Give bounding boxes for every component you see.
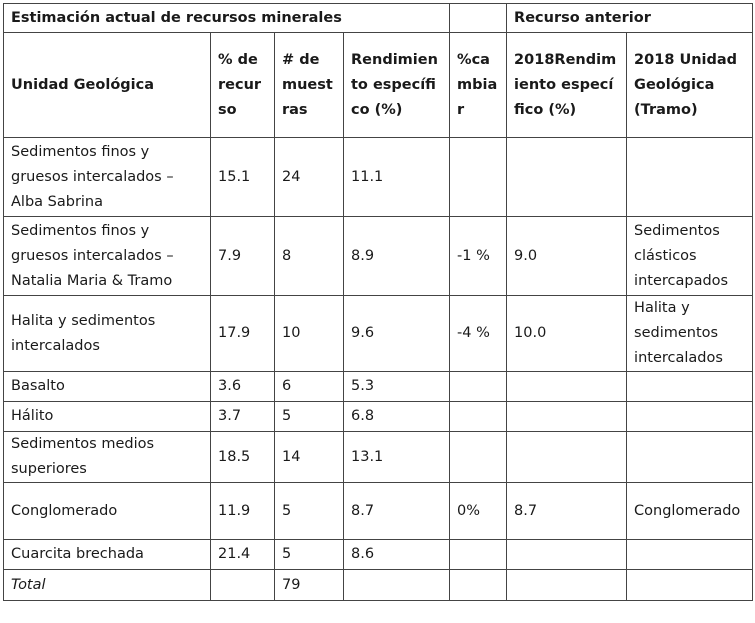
- cell-unit-2018: [627, 402, 753, 432]
- cell-unit: Sedimentos finos y gruesos intercalados – Alba Sabrina: [4, 138, 211, 217]
- table-row: [4, 217, 753, 296]
- cell-change: -4 %: [450, 296, 507, 372]
- cell-yield-2018: 9.0: [507, 217, 627, 296]
- cell-samples: 5: [275, 540, 344, 570]
- total-yield: [344, 570, 450, 601]
- cell-change: 0%: [450, 483, 507, 540]
- cell-yield-2018: [507, 372, 627, 402]
- cell-samples: 5: [275, 483, 344, 540]
- cell-yield-2018: 10.0: [507, 296, 627, 372]
- cell-unit: Basalto: [4, 372, 211, 402]
- cell-unit: Cuarcita brechada: [4, 540, 211, 570]
- cell-change: -1 %: [450, 217, 507, 296]
- cell-unit-2018: Halita y sedimentos intercalados: [627, 296, 753, 372]
- cell-samples: 14: [275, 432, 344, 483]
- cell-samples: 24: [275, 138, 344, 217]
- table-row: [4, 402, 753, 432]
- cell-pct: 21.4: [211, 540, 275, 570]
- cell-pct: 11.9: [211, 483, 275, 540]
- cell-yield: 6.8: [344, 402, 450, 432]
- total-samples: 79: [275, 570, 344, 601]
- col-yield-header: Rendimiento específico (%): [344, 33, 450, 138]
- header-row-group: [4, 4, 753, 33]
- total-unit-2018: [627, 570, 753, 601]
- cell-yield: 8.9: [344, 217, 450, 296]
- cell-samples: 8: [275, 217, 344, 296]
- cell-change: [450, 402, 507, 432]
- header-row-columns: [4, 33, 753, 138]
- cell-unit-2018: [627, 432, 753, 483]
- cell-pct: 3.6: [211, 372, 275, 402]
- table-row: [4, 296, 753, 372]
- cell-yield: 13.1: [344, 432, 450, 483]
- cell-pct: 15.1: [211, 138, 275, 217]
- table-row: [4, 138, 753, 217]
- previous-resource-header: Recurso anterior: [507, 4, 753, 33]
- blank-header-cell: [450, 4, 507, 33]
- col-yield-2018-header: 2018Rendimiento específico (%): [507, 33, 627, 138]
- cell-unit-2018: Conglomerado: [627, 483, 753, 540]
- col-samples-header: # de muestras: [275, 33, 344, 138]
- cell-yield: 5.3: [344, 372, 450, 402]
- table-row: [4, 540, 753, 570]
- cell-unit-2018: [627, 372, 753, 402]
- cell-change: [450, 432, 507, 483]
- cell-pct: 18.5: [211, 432, 275, 483]
- total-pct: [211, 570, 275, 601]
- cell-unit-2018: [627, 540, 753, 570]
- cell-yield-2018: [507, 402, 627, 432]
- cell-pct: 17.9: [211, 296, 275, 372]
- cell-yield-2018: [507, 540, 627, 570]
- resource-table: [3, 3, 753, 601]
- cell-unit-2018: [627, 138, 753, 217]
- cell-unit: Halita y sedimentos intercalados: [4, 296, 211, 372]
- cell-yield: 11.1: [344, 138, 450, 217]
- col-unit-header: Unidad Geológica: [4, 33, 211, 138]
- cell-unit: Conglomerado: [4, 483, 211, 540]
- cell-unit-2018: Sedimentos clásticos intercapados: [627, 217, 753, 296]
- cell-change: [450, 372, 507, 402]
- col-unit-2018-header: 2018 Unidad Geológica (Tramo): [627, 33, 753, 138]
- cell-pct: 3.7: [211, 402, 275, 432]
- table-row: [4, 432, 753, 483]
- cell-samples: 10: [275, 296, 344, 372]
- cell-samples: 5: [275, 402, 344, 432]
- cell-yield: 8.6: [344, 540, 450, 570]
- cell-yield: 8.7: [344, 483, 450, 540]
- cell-yield: 9.6: [344, 296, 450, 372]
- total-change: [450, 570, 507, 601]
- cell-yield-2018: 8.7: [507, 483, 627, 540]
- cell-samples: 6: [275, 372, 344, 402]
- cell-unit: Hálito: [4, 402, 211, 432]
- cell-unit: Sedimentos finos y gruesos intercalados – Natalia Maria & Tramo: [4, 217, 211, 296]
- table-row: [4, 483, 753, 540]
- cell-pct: 7.9: [211, 217, 275, 296]
- total-yield-2018: [507, 570, 627, 601]
- cell-change: [450, 540, 507, 570]
- cell-unit: Sedimentos medios superiores: [4, 432, 211, 483]
- col-pct-resource-header: % de recurso: [211, 33, 275, 138]
- cell-yield-2018: [507, 138, 627, 217]
- col-pct-change-header: %cambiar: [450, 33, 507, 138]
- table-row: [4, 372, 753, 402]
- current-estimate-header: Estimación actual de recursos minerales: [4, 4, 450, 33]
- total-row: [4, 570, 753, 601]
- cell-yield-2018: [507, 432, 627, 483]
- total-label: Total: [4, 570, 211, 601]
- cell-change: [450, 138, 507, 217]
